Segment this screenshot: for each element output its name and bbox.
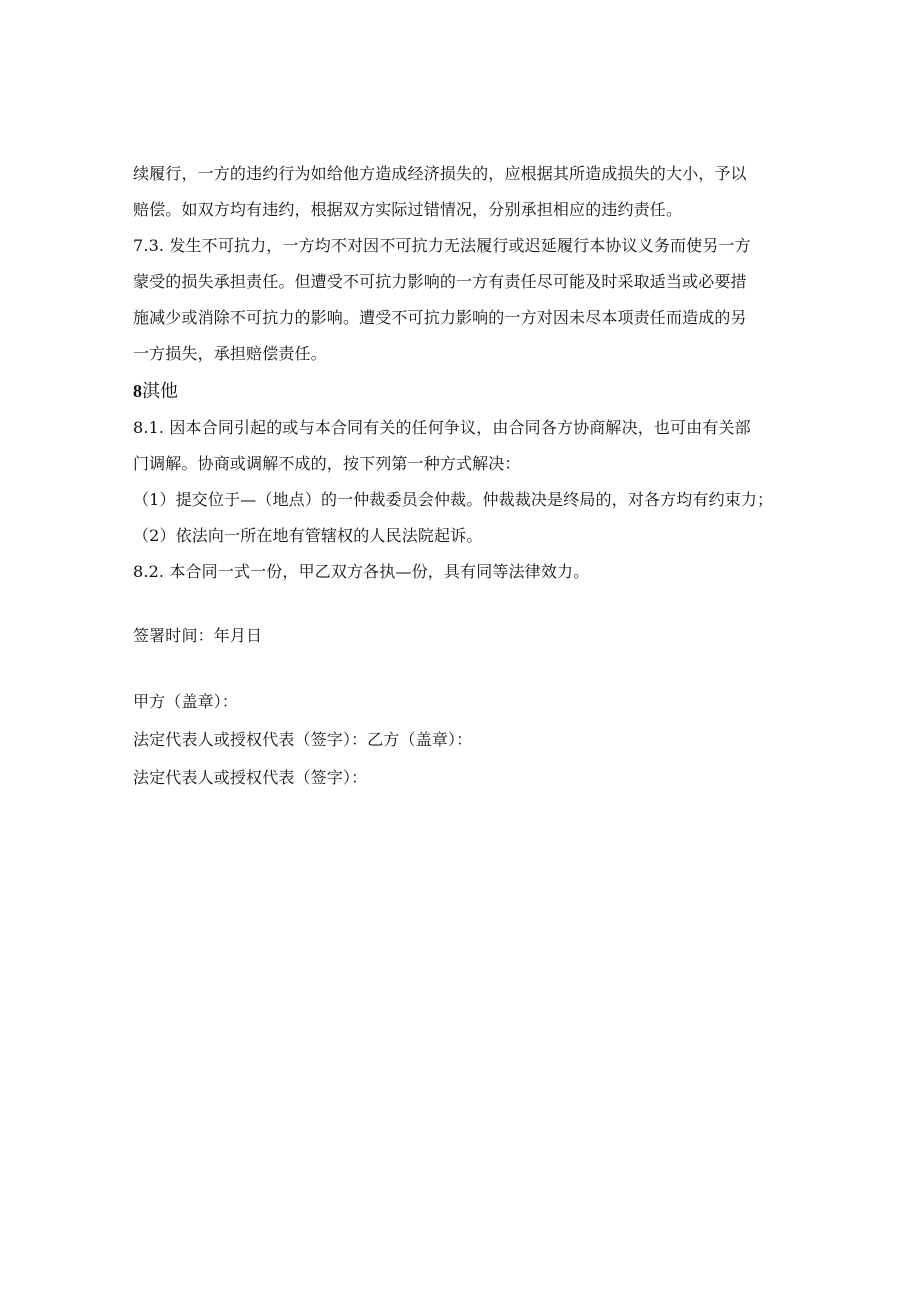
signing-date: 签署时间：年月日 xyxy=(133,626,263,645)
section-number: 8 xyxy=(133,381,142,401)
party-a-seal: 甲方（盖章）： xyxy=(133,692,239,711)
option-2-line: （2）依法向一所在地有管辖权的人民法院起诉。 xyxy=(133,526,483,545)
paragraph-line: 赔偿。如双方均有违约，根据双方实际过错情况，分别承担相应的违约责任。 xyxy=(133,200,683,219)
clause-7-3-line: 7.3. 发生不可抗力，一方均不对因不可抗力无法履行或迟延履行本协议义务而使另一方 xyxy=(133,236,751,255)
option-1-line: （1）提交位于—（地点）的一仲裁委员会仲裁。仲裁裁决是终局的，对各方均有约束力； xyxy=(133,490,774,509)
paragraph-line: 一方损失，承担赔偿责任。 xyxy=(133,344,327,363)
representative-signature-line: 法定代表人或授权代表（签字）： xyxy=(133,768,368,787)
section-8-heading xyxy=(133,380,178,403)
paragraph-line: 蒙受的损失承担责任。但遭受不可抗力影响的一方有责任尽可能及时采取适当或必要措 xyxy=(133,272,747,291)
clause-8-2-line: 8.2. 本合同一式一份，甲乙双方各执—份，具有同等法律效力。 xyxy=(133,562,590,581)
clause-8-1-line: 8.1. 因本合同引起的或与本合同有关的任何争议，由合同各方协商解决，也可由有关部 xyxy=(133,418,751,437)
paragraph-line: 施减少或消除不可抗力的影响。遭受不可抗力影响的一方对因未尽本项责任而造成的另 xyxy=(133,308,747,327)
paragraph-line: 门调解。协商或调解不成的，按下列第一种方式解决： xyxy=(133,454,521,473)
section-title: 淇他 xyxy=(142,381,178,402)
representative-signature-line: 法定代表人或授权代表（签字）：乙方（盖章）： xyxy=(133,730,473,749)
paragraph-line: 续履行，一方的违约行为如给他方造成经济损失的，应根据其所造成损失的大小，予以 xyxy=(133,164,747,183)
